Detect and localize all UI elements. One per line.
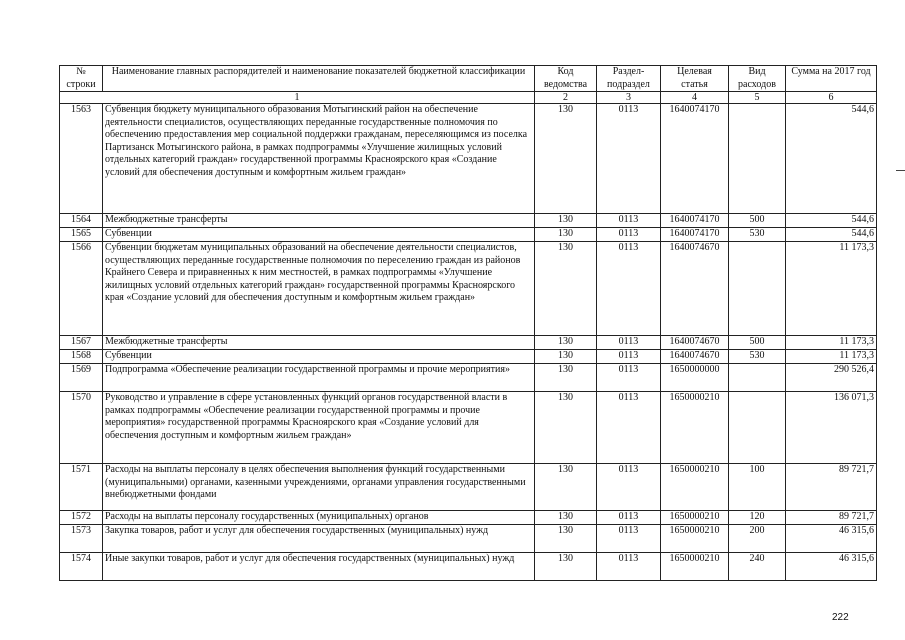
row-department-code: 130 bbox=[535, 228, 597, 242]
row-sum: 544,6 bbox=[786, 214, 877, 228]
row-section: 0113 bbox=[597, 350, 661, 364]
row-name: Подпрограмма «Обеспечение реализации государственной программы и прочие мероприятия» bbox=[103, 364, 535, 392]
table-row bbox=[60, 464, 877, 511]
row-department-code: 130 bbox=[535, 350, 597, 364]
row-expense-kind: 530 bbox=[729, 228, 786, 242]
row-expense-kind bbox=[729, 242, 786, 336]
row-section: 0113 bbox=[597, 525, 661, 553]
row-sum: 544,6 bbox=[786, 104, 877, 214]
row-section: 0113 bbox=[597, 464, 661, 511]
row-section: 0113 bbox=[597, 228, 661, 242]
row-number: 1572 bbox=[60, 511, 103, 525]
row-target-article: 1640074170 bbox=[661, 214, 729, 228]
row-section: 0113 bbox=[597, 336, 661, 350]
row-target-article: 1640074670 bbox=[661, 336, 729, 350]
row-number: 1570 bbox=[60, 392, 103, 464]
header-name: Наименование главных распорядителей и наименование показателей бюджетной классификации bbox=[103, 66, 535, 92]
table-header-row bbox=[60, 66, 877, 92]
row-sum: 89 721,7 bbox=[786, 464, 877, 511]
row-section: 0113 bbox=[597, 104, 661, 214]
column-number-row bbox=[60, 92, 877, 104]
row-expense-kind: 500 bbox=[729, 336, 786, 350]
row-section: 0113 bbox=[597, 242, 661, 336]
header-section: Раздел-подраздел bbox=[597, 66, 661, 92]
row-number: 1573 bbox=[60, 525, 103, 553]
row-name: Межбюджетные трансферты bbox=[103, 214, 535, 228]
row-section: 0113 bbox=[597, 364, 661, 392]
row-name: Субвенции бюджетам муниципальных образований на обеспечение деятельности специалистов, осуществляющих переданные государственные полномочия по переселению граждан из районов Крайнего Севера и приравненных к ним местностей, в рамках подпрограммы «Улучшение жилищных условий отдельных категорий граждан» государственной программы Красноярского края «Создание условий для обеспечения доступным и комфортным жильем граждан» bbox=[103, 242, 535, 336]
table-row bbox=[60, 242, 877, 336]
table-row bbox=[60, 553, 877, 581]
table-row bbox=[60, 364, 877, 392]
row-number: 1574 bbox=[60, 553, 103, 581]
row-number: 1569 bbox=[60, 364, 103, 392]
row-expense-kind: 120 bbox=[729, 511, 786, 525]
row-department-code: 130 bbox=[535, 242, 597, 336]
row-name: Расходы на выплаты персоналу государственных (муниципальных) органов bbox=[103, 511, 535, 525]
row-number: 1563 bbox=[60, 104, 103, 214]
row-sum: 290 526,4 bbox=[786, 364, 877, 392]
header-row-number: № строки bbox=[60, 66, 103, 92]
column-number: 2 bbox=[535, 92, 597, 104]
row-target-article: 1650000210 bbox=[661, 553, 729, 581]
row-department-code: 130 bbox=[535, 336, 597, 350]
row-number: 1567 bbox=[60, 336, 103, 350]
row-target-article: 1650000000 bbox=[661, 364, 729, 392]
row-target-article: 1640074670 bbox=[661, 242, 729, 336]
row-target-article: 1650000210 bbox=[661, 525, 729, 553]
row-sum: 89 721,7 bbox=[786, 511, 877, 525]
column-number: 4 bbox=[661, 92, 729, 104]
row-target-article: 1640074670 bbox=[661, 350, 729, 364]
header-department-code: Код ведомства bbox=[535, 66, 597, 92]
row-expense-kind bbox=[729, 392, 786, 464]
row-expense-kind bbox=[729, 104, 786, 214]
row-expense-kind: 530 bbox=[729, 350, 786, 364]
row-section: 0113 bbox=[597, 511, 661, 525]
row-number: 1564 bbox=[60, 214, 103, 228]
row-sum: 46 315,6 bbox=[786, 525, 877, 553]
header-target-article: Целевая статья bbox=[661, 66, 729, 92]
header-expense-kind: Вид расходов bbox=[729, 66, 786, 92]
row-section: 0113 bbox=[597, 214, 661, 228]
row-number: 1568 bbox=[60, 350, 103, 364]
row-name: Межбюджетные трансферты bbox=[103, 336, 535, 350]
row-name: Субвенции bbox=[103, 228, 535, 242]
row-department-code: 130 bbox=[535, 364, 597, 392]
row-target-article: 1640074170 bbox=[661, 228, 729, 242]
page-number: 222 bbox=[832, 612, 849, 623]
row-department-code: 130 bbox=[535, 464, 597, 511]
row-expense-kind bbox=[729, 364, 786, 392]
row-expense-kind: 200 bbox=[729, 525, 786, 553]
row-sum: 136 071,3 bbox=[786, 392, 877, 464]
row-name: Иные закупки товаров, работ и услуг для обеспечения государственных (муниципальных) нужд bbox=[103, 553, 535, 581]
row-expense-kind: 100 bbox=[729, 464, 786, 511]
table-row bbox=[60, 525, 877, 553]
row-name: Субвенции bbox=[103, 350, 535, 364]
row-name: Руководство и управление в сфере установленных функций органов государственной власти в рамках подпрограммы «Обеспечение реализации государственной программы и прочие мероприятия» государственной программы Красноярского края «Создание условий для обеспечения доступным и комфортным жильем граждан» bbox=[103, 392, 535, 464]
table-row bbox=[60, 336, 877, 350]
row-number: 1565 bbox=[60, 228, 103, 242]
row-sum: 46 315,6 bbox=[786, 553, 877, 581]
row-name: Закупка товаров, работ и услуг для обеспечения государственных (муниципальных) нужд bbox=[103, 525, 535, 553]
table-row bbox=[60, 228, 877, 242]
margin-mark bbox=[896, 170, 905, 171]
table-row bbox=[60, 214, 877, 228]
row-sum: 11 173,3 bbox=[786, 350, 877, 364]
row-sum: 11 173,3 bbox=[786, 336, 877, 350]
row-department-code: 130 bbox=[535, 104, 597, 214]
row-name: Субвенция бюджету муниципального образования Мотыгинский район на обеспечение деятельности специалистов, осуществляющих переданные государственные полномочия по обеспечению предоставления мер социальной поддержки гражданам, переселяющимся из поселка Партизанск Мотыгинского района, в рамках подпрограммы «Улучшение жилищных условий отдельных категорий граждан» государственной программы Красноярского края «Создание условий для обеспечения доступным и комфортным жильем граждан» bbox=[103, 104, 535, 214]
row-department-code: 130 bbox=[535, 525, 597, 553]
row-target-article: 1650000210 bbox=[661, 511, 729, 525]
row-sum: 11 173,3 bbox=[786, 242, 877, 336]
row-target-article: 1650000210 bbox=[661, 392, 729, 464]
row-number: 1571 bbox=[60, 464, 103, 511]
row-expense-kind: 240 bbox=[729, 553, 786, 581]
row-department-code: 130 bbox=[535, 511, 597, 525]
column-number: 1 bbox=[60, 92, 535, 104]
column-number: 3 bbox=[597, 92, 661, 104]
budget-table bbox=[59, 65, 877, 581]
row-target-article: 1650000210 bbox=[661, 464, 729, 511]
table-row bbox=[60, 392, 877, 464]
header-sum: Сумма на 2017 год bbox=[786, 66, 877, 92]
table-row bbox=[60, 350, 877, 364]
table-row bbox=[60, 104, 877, 214]
row-number: 1566 bbox=[60, 242, 103, 336]
row-section: 0113 bbox=[597, 553, 661, 581]
column-number: 6 bbox=[786, 92, 877, 104]
column-number: 5 bbox=[729, 92, 786, 104]
row-name: Расходы на выплаты персоналу в целях обеспечения выполнения функций государственными (муниципальными) органами, казенными учреждениями, органами управления государственными внебюджетными фондами bbox=[103, 464, 535, 511]
row-target-article: 1640074170 bbox=[661, 104, 729, 214]
row-department-code: 130 bbox=[535, 553, 597, 581]
row-expense-kind: 500 bbox=[729, 214, 786, 228]
table-row bbox=[60, 511, 877, 525]
row-department-code: 130 bbox=[535, 214, 597, 228]
row-section: 0113 bbox=[597, 392, 661, 464]
row-department-code: 130 bbox=[535, 392, 597, 464]
row-sum: 544,6 bbox=[786, 228, 877, 242]
